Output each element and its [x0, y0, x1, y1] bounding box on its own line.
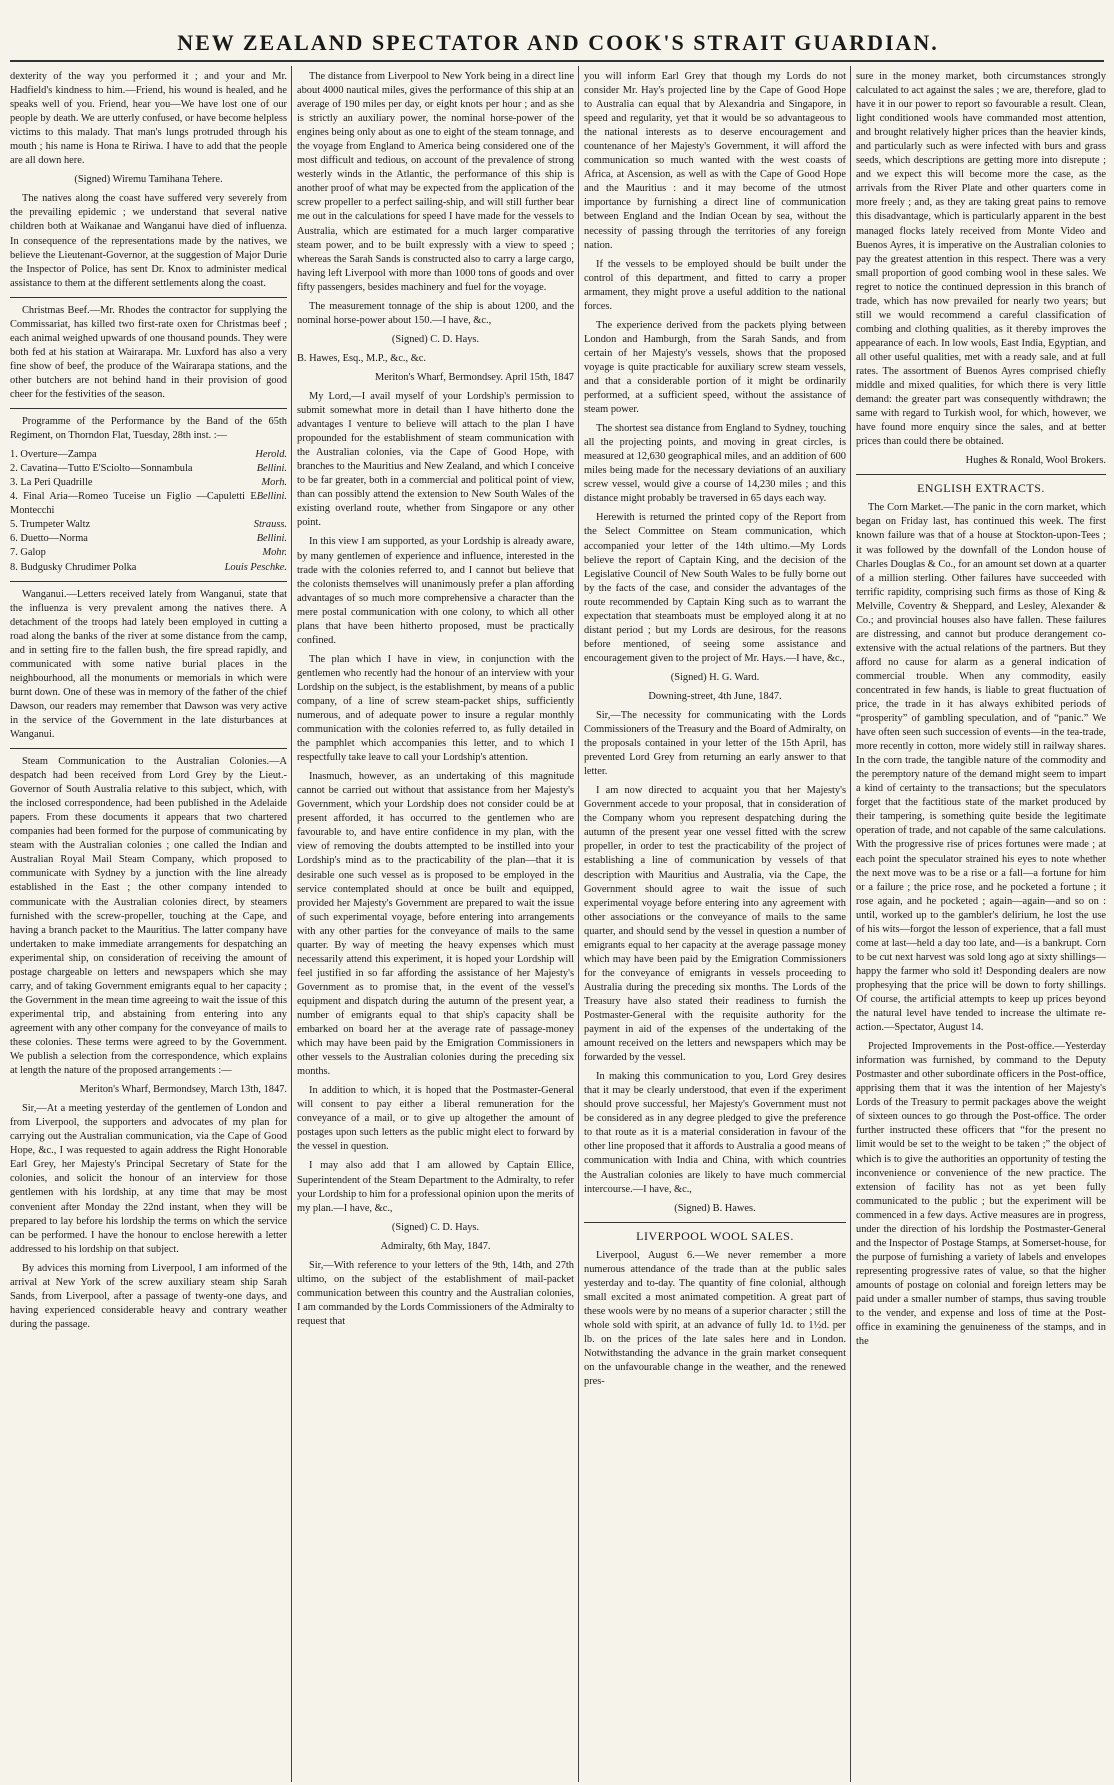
- separator: [10, 748, 287, 749]
- article-paragraph: The experience derived from the packets plying between London and Hamburgh, from the Sarah Sands, and from certain of her Majesty's vessels, shows that the proposed voyage is quite practicable for auxiliary screw steam vessels, and that a considerable portion of it might be ordinarily performed, at a sufficient speed, without the assistance of steam power.: [584, 319, 846, 416]
- column-divider: [850, 66, 851, 1782]
- program-item: 6. Duetto—Norma Bellini.: [10, 533, 287, 545]
- article-paragraph: The natives along the coast have suffered very severely from the prevailing epidemic ; we understand that several native children both at Waikanae and Wanganui have died of influenza. In consequence of the representations made by the natives, we believe the Lieutenant-Governor, at the suggestion of Major Durie the Inspector of Police, has sent Dr. Knox to administer medical assistance to them at the different settlements along the coast.: [10, 193, 287, 289]
- separator: [10, 408, 287, 409]
- column-4: [856, 70, 1106, 1782]
- column-1: [10, 70, 287, 1782]
- separator: [10, 297, 287, 298]
- article-wanganui: Wanganui.—Letters received lately from Wanganui, state that the influenza is very prevalent among the natives there. A detachment of the troops had lately been employed in cutting a road along the banks of the river at some distance from the camp, and in setting fire to the fallen bush, the fire spread rapidly, and communicated with some native burial places in the neighbourhood, all the monuments or memorials in which were burnt down. One of these was in memory of the father of the chief Dawson, our readers may remember that Dawson was very active in the service of the Government in the late disturbances at Wanganui.: [10, 588, 287, 741]
- letter-dateline: Meriton's Wharf, Bermondsey, March 13th, 1847.: [79, 1084, 287, 1096]
- program-item: 4. Final Aria—Romeo Tuceise un Figlio —Capuletti E Montecchi Bellini.: [10, 491, 287, 517]
- article-post-office: Projected Improvements in the Post-office.—Yesterday information was furnished, by command to the Deputy Postmaster and other subordinate officers in the Post-office, apprising them that it was the intention of her Majesty's Lords of the Treasury to permit packages above the weight of sixteen ounces to go through the Post-office. The order further instructed these officers that “for the present no limit would be set to the weight to be taken ;” the object of which is to give the authorities an opportunity of testing the inconvenience or convenience of the new practice. The extension of facility has not as yet been fully communicated to the public ; but the experiment will be commenced in a few days. Active measures are in progress, under the direction of his lordship the Postmaster-General and the Inspector of Postage Stamps, at Somerset-house, for the purpose of furnishing a variety of labels and envelopes representing progressive rates of value, so that the higher amounts of postage on colonial and foreign letters may be paid under a smaller number of stamps, thus saving trouble to the vender, and expense and loss of time at the Post-office in examining the genuineness of the stamps, and in the: [856, 1041, 1106, 1348]
- article-paragraph: Sir,—At a meeting yesterday of the gentlemen of London and from Liverpool, the supporters and advocates of my plan for carrying out the Australian communication, via the Cape of Good Hope, &c., I was requested to again address the Right Honorable Earl Grey, her Majesty's Principal Secretary of State for the colonies, and solicit the honour of an interview for those gentlemen with his lordship, at any time that may be most convenient after Monday the 22nd instant, when they will be prepared to lay before his lordship the terms on which the service can be performed. I have the honour to enclose herewith a letter addressed to his lordship on that subject.: [10, 1103, 287, 1255]
- program-item: 2. Cavatina—Tutto E'Sciolto—Sonnambula Bellini.: [10, 463, 287, 475]
- signature: (Signed) C. D. Hays.: [391, 333, 480, 345]
- letter-dateline: Meriton's Wharf, Bermondsey. April 15th, 1847: [375, 371, 574, 383]
- letter-dateline: Admiralty, 6th May, 1847.: [380, 1240, 491, 1252]
- signature: (Signed) C. D. Hays.: [391, 1221, 480, 1233]
- article-paragraph: My Lord,—I avail myself of your Lordship's permission to submit somewhat more in detail than I have hitherto done the advantages I venture to believe will attach to the plan I have propounded for the establishment of steam communication with the Australian colonies, via the Cape of Good Hope, with branches to the Mauritius and New Zealand, and which I conceive to be far greater, both in a commercial and political point of view, than can possibly attend the extension to New South Wales of the existing overland route, whether from Singapore or any other point.: [297, 390, 574, 529]
- separator: [856, 474, 1106, 475]
- article-paragraph: The plan which I have in view, in conjunction with the gentlemen who recently had the honour of an interview with your Lordship on the subject, is the establishment, by means of a public company, of a line of screw steam-packet ships, sufficiently numerous, and of adequate power to insure a regular monthly communication with the colonies referred to, as fully detailed in the pamphlet which accompanies this letter, and to which I respectfully take leave to call your Lordship's attention.: [297, 653, 574, 764]
- article-paragraph: I am now directed to acquaint you that her Majesty's Government accede to your proposal, that in consideration of the Company whom you represent despatching during the autumn of the present year one vessel fitted with the screw propeller, in order to test the practicability of the project of establishing a line of communication by vessels of that description with Mauritius and Australia, via the Cape, the Government should agree to wait the issue of such experimental voyage before entering into any agreement with other associations or the conveyance of mails to the same quarter, and should send by the vessel in question a number of emigrants equal to her capacity at the average passage money which may have been paid by the Emigration Commissioners for the conveyance of emigrants in vessels proceeding to Australia during the preceding six months. The Lords of the Treasury have also stated their readiness to furnish the Postmaster-General with the requisite authority for the payment in aid of the expenses of the undertaking of the amount received on the letters and newspapers which may be forwarded by the vessel.: [584, 785, 846, 1064]
- program-item: 1. Overture—Zampa Herold.: [10, 449, 287, 461]
- article-paragraph: The shortest sea distance from England to Sydney, touching all the projecting points, and moving in great circles, is measured at 12,630 geographical miles, and an addition of 600 miles being made for the necessary deviations of an auxiliary screw vessel, would give a course of 14,230 miles ; and this distance might probably be traversed in 65 days each way.: [584, 423, 846, 505]
- article-paragraph: In addition to which, it is hoped that the Postmaster-General will consent to pay either a liberal remuneration for the conveyance of a mail, or to give up altogether the amount of postages upon such letters as the public might elect to forward by the vessel in question.: [297, 1085, 574, 1153]
- letter-dateline: Downing-street, 4th June, 1847.: [648, 690, 782, 702]
- signature: Hughes & Ronald, Wool Brokers.: [965, 455, 1106, 467]
- article-paragraph: sure in the money market, both circumstances strongly calculated to act against the sales ; we are, therefore, glad to have it in our power to report so favourable a result. Clean, light conditioned wools have commanded most attention, and brought relatively higher prices than the heavier kinds, and particularly such as were infected with burs and grass seeds, which descriptions are getting more into disrepute ; and we expect this will become more the case, as the arrivals from the River Plate and other quarters come in more freely ; and, as they are taking great pains to remove this disadvantage, which is particularly apparent in the best managed flocks lately received from Monte Video and Buenos Ayres, it is imperative on the Australian colonies to pay the greatest attention in this respect. There was a very small proportion of good combing wool in these sales. We regret to notice the continued depression in this branch of trade, which has now prevailed for nearly two years; but still we would recommend a careful classification of combing and clothing qualities, as it thereby improves the appearance of each. In low wools, East India, Egyptian, and all other useful qualities, met with a ready sale, and at full rates. The assortment of Buenos Ayres comprised chiefly middle and mixed qualities, for which there is very little demand: the greater part was consequently withdrawn; the same with regard to Turkish wool, for which, however, we have found more enquiry since the sales, and at better prices than could there be obtained.: [856, 71, 1106, 448]
- article-paragraph: In this view I am supported, as your Lordship is already aware, by many gentlemen of experience and influence, interested in the trade with the colonies referred to, and I cannot but believe that the colonists themselves will unanimously prefer a plan affording advantages of so much more comprehensive a character than the mere postal communication with one colony, to which all other plans that have been hitherto proposed, must be practically confined.: [297, 536, 574, 646]
- program-item: 5. Trumpeter Waltz Strauss.: [10, 519, 287, 531]
- article-paragraph: I may also add that I am allowed by Captain Ellice, Superintendent of the Steam Department to the Admiralty, to refer your Lordship to him for a professional opinion upon the merits of my plan.—I have, &c.,: [297, 1160, 574, 1214]
- article-paragraph: If the vessels to be employed should be built under the control of this department, and fitted to carry a proper armament, they might prove a useful addition to the national forces.: [584, 258, 846, 312]
- column-2: [297, 70, 574, 1782]
- addressee: B. Hawes, Esq., M.P., &c., &c.: [297, 352, 427, 364]
- program-item: 8. Budgusky Chrudimer Polka Louis Peschke.: [10, 561, 287, 573]
- program-item: 3. La Peri Quadrille Morh.: [10, 477, 287, 489]
- program-intro: Programme of the Performance by the Band of the 65th Regiment, on Thorndon Flat, Tuesday, 28th inst. :—: [10, 416, 287, 442]
- article-paragraph: By advices this morning from Liverpool, I am informed of the arrival at New York of the screw auxiliary steam ship Sarah Sands, from Liverpool, after a passage of twenty-one days, and having experienced considerable heavy and contrary weather during the passage.: [10, 1262, 287, 1330]
- article-paragraph: Herewith is returned the printed copy of the Report from the Select Committee on Steam communication, which accompanied your letter of the 14th ultimo.—My Lords believe the report of Captain King, and the decision of the Legislative Council of New South Wales to be fully borne out by the facts of the case, and consider the advantages of the route recommended by Captain King such as to warrant the expectation that steamboats must be employed along it at no distant period ; but my Lords are desirous, for the reasons before mentioned, of seeing some assistance and encouragement given to the project of Mr. Hays.—I have, &c.,: [584, 512, 846, 664]
- section-heading: ENGLISH EXTRACTS.: [917, 481, 1045, 496]
- article-corn-market: The Corn Market.—The panic in the corn market, which began on Friday last, has continued this week. The first known failure was that of a house at Stockton-upon-Tees ; it was followed by the downfall of the London house of Charles Douglas & Co., for an amount set down at a quarter of a million sterling. Other failures have succeeded with terrific rapidity, comprising such firms as those of King & Melville, Coventry & Sheppard, and Lesley, Alexander & Co.; and provincial houses also have fallen. These failures are distressing, and cannot but produce derangement co-extensive with the actual relations of the partners. But they afford no cause for alarm as a general indication of commercial trouble. When any commodity, easily concentrated in few hands, is liable to great fluctuation of price, the trade in it has always exhibited periods of “prosperity” of gambling speculation, and of “panic.” We have often seen such succession of events—in the tea-trade, more recently in cotton, more widely still in railway shares. In the corn trade, the tangible nature of the commodity and the peremptory nature of the demand might seem to impart a kind of certainty to the transactions; but the speculators forget that the factitious state of the market produced by their tampering, is something quite beside the legitimate operation of trade, and not capable of the same calculations. With the progressive rise of prices fortunes were made ; at each point the speculator strained his eyes to note whether the next move was to be a rise or a fall—a fortune for him or a failure ; the price rose, and he pocketed a fortune ; it rose again, and he pocketed ; again—again—and so on : until, worked up to the gambler's delirium, he lost the use of his wits—forgot the lesson of experience, that a fall must come at last—held a day too late, and—is a bankrupt. Corn to be cut next harvest was sold long ago at sixty shillings—happy the farmer who sold it! Desponding dealers are now prophesying that the price will be down to forty shillings. Of course, the artificial attempts to keep up prices beyond the natural level have tended to increase the ultimate re-action.—Spectator, August 14.: [856, 502, 1106, 1034]
- column-divider: [578, 66, 579, 1782]
- article-paragraph: Sir,—With reference to your letters of the 9th, 14th, and 27th ultimo, on the subject of the establishment of mail-packet communication between this country and the Australian colonies, I am commanded by the Lords Commissioners of the Admiralty to request that: [297, 1259, 574, 1327]
- program-item: 7. Galop Mohr.: [10, 547, 287, 559]
- column-3: [584, 70, 846, 1782]
- article-paragraph: In making this communication to you, Lord Grey desires that it may be clearly understood, that even if the experiment should prove successful, her Majesty's Government must not be considered as in any degree pledged to give the preference to that route as it is a material consideration in favour of the other line proposed that it affords to Australia a good means of communication with India and China, with which countries the Australian colonies are likely to have much commercial intercourse.—I have, &c.,: [584, 1071, 846, 1195]
- masthead: NEW ZEALAND SPECTATOR AND COOK'S STRAIT GUARDIAN.: [177, 30, 939, 55]
- separator: [10, 581, 287, 582]
- separator: [584, 1222, 846, 1223]
- signature: (Signed) Wiremu Tamihana Tehere.: [74, 174, 223, 186]
- program-list: [10, 448, 287, 574]
- signature: (Signed) B. Hawes.: [674, 1202, 756, 1214]
- article-paragraph: you will inform Earl Grey that though my Lords do not consider Mr. Hay's projected line by the Cape of Good Hope to Australia can equal that by Alexandria and Singapore, in speed and regularity, yet that it would be so advantageous to the national interests as to deserve encouragement and countenance of her Majesty's Government, it will afford the communication so much wanted with the west coasts of Africa, at Ascension, as well as with the Cape of Good Hope and the Mauritius : and it may become of the utmost importance by furnishing a direct line of communication between England and the Indian Ocean by sea, without the necessity of passing through the territories of any foreign nation.: [584, 71, 846, 251]
- column-divider: [291, 66, 292, 1782]
- section-heading: LIVERPOOL WOOL SALES.: [636, 1228, 794, 1243]
- article-paragraph: The distance from Liverpool to New York being in a direct line about 4000 nautical miles, gives the performance of this ship at an average of 190 miles per day, or eight knots per hour ; and as she is strictly an auxiliary power, the nominal horse-power of the engines being only about as one to eight of the steam tonnage, and the voyage from England to America being considered one of the most difficult and tedious, on account of the prevalence of strong westerly winds in the Atlantic, the performance of this ship is another proof of what may be expected from the application of the screw propeller to a perfect sailing-ship, and will still further bear me out in the calculations for speed I have made for the vessels to Australia, which are estimated for a much larger comparative steam power, and to be built expressly with a view to speed ; whereas the Sarah Sands is constructed also to carry a large cargo, having left Liverpool with more than 1000 tons of goods and over fifty passengers, besides machinery and fuel for the voyage.: [297, 71, 574, 293]
- article-paragraph: Inasmuch, however, as an undertaking of this magnitude cannot be carried out without that assistance from her Majesty's Government, which your Lordship does not consider could be at present afforded, it has occurred to the gentlemen who are favourable to, and have entire confidence in my plan, with the view of removing the doubts attempted to be instilled into your Lordship's mind as to the practicability of the plan—that it is desirable one such vessel as is proposed to be employed in the service contemplated should at once be built and equipped, provided her Majesty's Government are prepared to wait the issue of such experimental voyage, before entering into arrangements with any other parties for the conveyance of mails to the same quarter. By way of meeting the heavy expenses which must necessarily attend this experiment, it is hoped your Lordship will feel justified in so far affording the assistance of her Majesty's Government as to promise that, in the event of the vessel's equipment and dispatch during the autumn of the present year, a number of emigrants equal to that ship's capacity shall be embarked on board her at the average rate of passage-money which may have been paid by the Emigration Commissioners in other vessels to the Australian colonies during the preceding six months.: [297, 771, 574, 1078]
- article-paragraph: Sir,—The necessity for communicating with the Lords Commissioners of the Treasury and the Board of Admiralty, on the proposals contained in your letter of the 15th April, has prevented Lord Grey from returning an early answer to that letter.: [584, 710, 846, 778]
- article-paragraph: dexterity of the way you performed it ; and your and Mr. Hadfield's kindness to him.—Friend, his wound is healed, and he speaks well of you. Friend, hear you—We have lost one of our people by death. We are utterly confused, or have become helpless victims to this malady. That man's lungs protruded through his mouth ; his name is Hona te Ririwa. I have to add that the people are all down here.: [10, 71, 287, 167]
- article-paragraph: The measurement tonnage of the ship is about 1200, and the nominal horse-power about 150.—I have, &c.,: [297, 300, 574, 326]
- article-wool-sales: Liverpool, August 6.—We never remember a more numerous attendance of the trade than at the public sales yesterday and to-day. The quantity of fine colonial, although small excited a most animated competition. A great part of these wools were by no means of a superior character ; still the whole sold with spirit, at an advance of fully 1d. to 1½d. per lb. on the prices of the late sales here and in London. Notwithstanding the advance in the grain market consequent on the unfavourable change in the weather, and the renewed pres-: [584, 1249, 846, 1388]
- article-steam-communication: Steam Communication to the Australian Colonies.—A despatch had been received from Lord Grey by the Lieut.-Governor of South Australia relative to this subject, which, with the inclosed correspondence, had been published in the Adelaide papers. From these documents it appears that two chartered companies had been formed for the purpose of communicating by steam with the Australian colonies ; one called the Indian and Australian Royal Mail Steam Company, which proposed to communicate with Sydney by a junction with the line already established in the East ; the other company intended to communicate with the Australian colonies direct, by steamers furnished with the screw-propeller, touching at the Cape, and having a branch packet to the Mauritius. The latter company have undertaken to make immediate arrangements for despatching an experimental ship, on consideration of receiving the amount of postage chargeable on letters and newspapers which she may carry, and of taking Government emigrants equal to her capacity ; the Government in the mean time agreeing to wait the issue of this experimental trip, and abstaining from entering into any agreement with any other company for the conveyance of mails to these colonies. These terms were agreed to by the Government. We publish a selection from the correspondence, which explains at length the nature of the proposed arrangements :—: [10, 756, 287, 1077]
- signature: (Signed) H. G. Ward.: [670, 671, 760, 683]
- article-christmas-beef: Christmas Beef.—Mr. Rhodes the contractor for supplying the Commissariat, has killed two first-rate oxen for Christmas beef ; each animal weighed upwards of one thousand pounds. They were both fed at his station at Wairarapa. Mr. Luxford has also a very fine show of beef, the produce of the Wairarapa stations, and the other butchers are not behind hand in their provision of good cheer for the festivities of the season.: [10, 304, 287, 400]
- masthead-rule: [10, 60, 1104, 62]
